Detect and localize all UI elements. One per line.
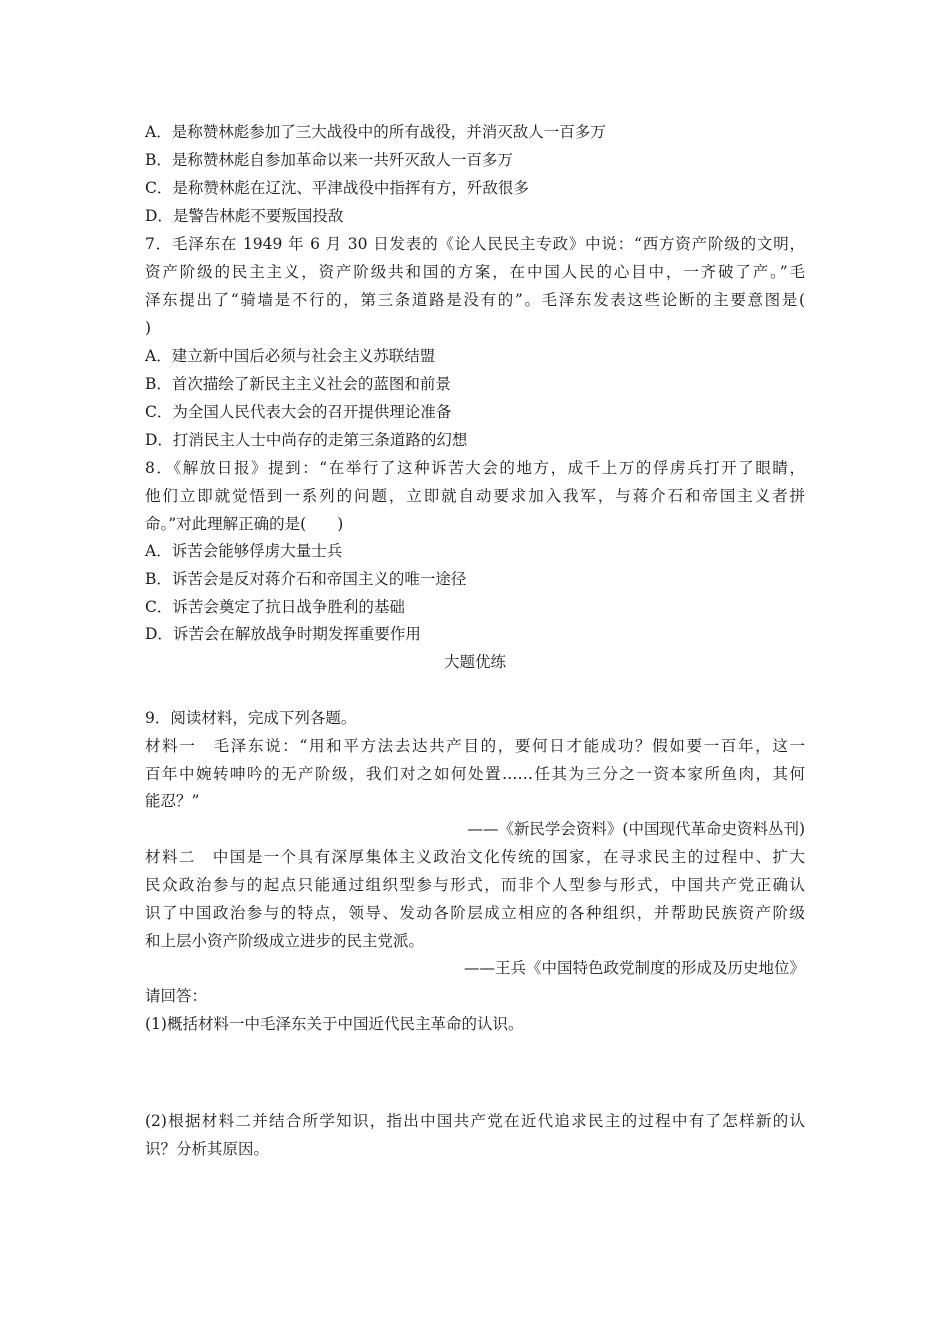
q7-stem-line: 7．毛泽东在 1949 年 6 月 30 日发表的《论人民民主专政》中说：“西方资产阶级的文明，	[145, 235, 805, 253]
q7-option-d: D．打消民主人士中尚存的走第三条道路的幻想	[145, 431, 468, 449]
q6-option-c: C．是称赞林彪在辽沈、平津战役中指挥有方，歼敌很多	[145, 179, 529, 197]
q8-option-c: C．诉苦会奠定了抗日战争胜利的基础	[145, 598, 405, 616]
q9-material2-line: 和上层小资产阶级成立进步的民主党派。	[145, 932, 425, 950]
q9-ask: 请回答：	[145, 987, 208, 1005]
q7-option-a: A．建立新中国后必须与社会主义苏联结盟	[145, 347, 436, 365]
q9-sub1: (1)概括材料一中毛泽东关于中国近代民主革命的认识。	[145, 1015, 524, 1033]
q8-stem-line: 8．《解放日报》提到：“在举行了这种诉苦大会的地方，成千上万的俘虏兵打开了眼睛，	[145, 459, 805, 477]
q7-stem-line: 资产阶级的民主主义，资产阶级共和国的方案，在中国人民的心目中，一齐破了产。”毛	[145, 263, 805, 281]
q8-stem-line: 他们立即就觉悟到一系列的问题，立即就自动要求加入我军，与蒋介石和帝国主义者拼	[145, 487, 805, 505]
q7-stem-line: 泽东提出了“骑墙是不行的，第三条道路是没有的”。毛泽东发表这些论断的主要意图是(	[145, 291, 805, 309]
q9-material2-line: 识了中国政治参与的特点，领导、发动各阶层成立相应的各种组织，并帮助民族资产阶级	[145, 904, 805, 922]
q9-intro: 9．阅读材料，完成下列各题。	[145, 709, 357, 727]
q8-option-d: D．诉苦会在解放战争时期发挥重要作用	[145, 625, 421, 643]
q6-option-b: B．是称赞林彪自参加革命以来一共歼灭敌人一百多万	[145, 151, 513, 169]
q9-sub2-line: (2)根据材料二并结合所学知识，指出中国共产党在近代追求民主的过程中有了怎样新的认	[145, 1112, 805, 1130]
q7-stem-line: )	[145, 319, 152, 337]
q9-material1-line: 能忍？”	[145, 792, 200, 810]
section-title: 大题优练	[443, 653, 506, 671]
q9-sub2-line: 识？分析其原因。	[145, 1140, 270, 1158]
q8-stem-line: 命。”对此理解正确的是( )	[145, 515, 344, 533]
q9-material1-line: 材料一 毛泽东说：“用和平方法去达共产目的，要何日才能成功？假如要一百年，这一	[145, 737, 805, 755]
q9-material2-line: 材料二 中国是一个具有深厚集体主义政治文化传统的国家，在寻求民主的过程中、扩大	[145, 848, 805, 866]
q9-material2-line: 民众政治参与的起点只能通过组织型参与形式，而非个人型参与形式，中国共产党正确认	[145, 876, 805, 894]
q8-option-b: B．诉苦会是反对蒋介石和帝国主义的唯一途径	[145, 570, 467, 588]
q8-option-a: A．诉苦会能够俘虏大量士兵	[145, 542, 343, 560]
q6-option-a: A．是称赞林彪参加了三大战役中的所有战役，并消灭敌人一百多万	[145, 123, 606, 141]
q9-material2-source: ——王兵《中国特色政党制度的形成及历史地位》	[463, 959, 805, 977]
q9-material1-line: 百年中婉转呻吟的无产阶级，我们对之如何处置……任其为三分之一资本家所鱼肉，其何	[145, 765, 805, 783]
q7-option-b: B．首次描绘了新民主主义社会的蓝图和前景	[145, 375, 451, 393]
q7-option-c: C．为全国人民代表大会的召开提供理论准备	[145, 403, 452, 421]
q6-option-d: D．是警告林彪不要叛国投敌	[145, 207, 344, 225]
q9-material1-source: ——《新民学会资料》(中国现代革命史资料丛刊)	[467, 820, 805, 838]
